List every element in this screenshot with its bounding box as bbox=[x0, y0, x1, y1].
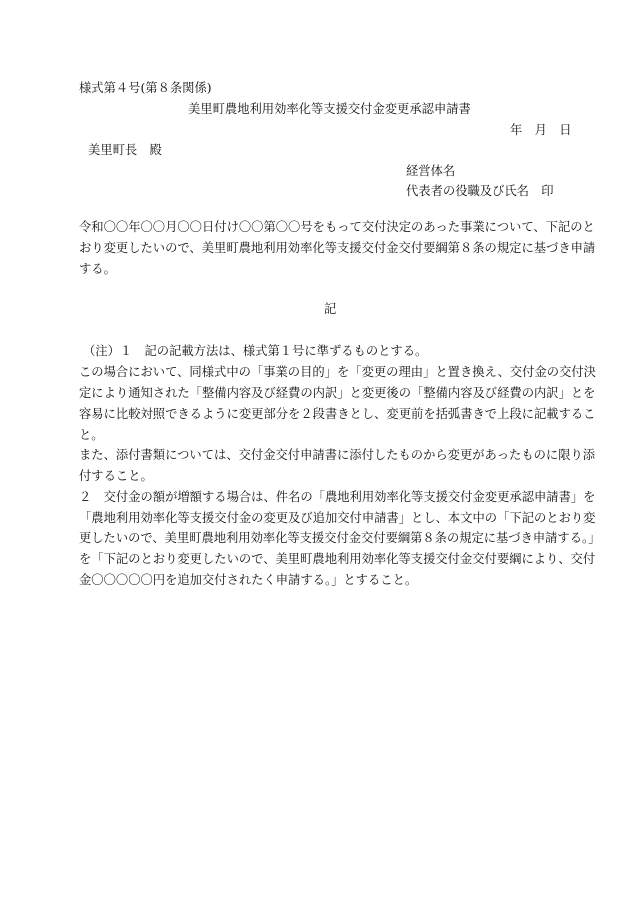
note-line: 更したいので、美里町農地利用効率化等支援交付金交付要綱第８条の規定に基づき申請する。」 bbox=[79, 531, 601, 545]
body-line: する。 bbox=[79, 262, 116, 276]
document-title: 美里町農地利用効率化等支援交付金変更承認申請書 bbox=[188, 102, 471, 116]
body-line: おり変更したいので、美里町農地利用効率化等支援交付金交付要綱第８条の規定に基づき申請 bbox=[79, 241, 596, 255]
note-line: を「下記のとおり変更したいので、美里町農地利用効率化等支援交付金交付要綱により、交付 bbox=[79, 552, 596, 566]
representative-label: 代表者の役職及び氏名 印 bbox=[406, 184, 554, 198]
form-label: 様式第４号(第８条関係) bbox=[79, 81, 212, 95]
note-line: ２ 交付金の額が増額する場合は、件名の「農地利用効率化等支援交付金変更承認申請書」を bbox=[79, 490, 596, 504]
addressee: 美里町長 殿 bbox=[88, 143, 162, 157]
note-line: この場合において、同様式中の「事業の目的」を「変更の理由」と置き換え、交付金の交付決 bbox=[79, 365, 596, 379]
note-line: 「農地利用効率化等支援交付金の変更及び追加交付申請書」とし、本文中の「下記のとおり変 bbox=[79, 511, 596, 525]
note-line: また、添付書類については、交付金交付申請書に添付したものから変更があったものに限り添 bbox=[79, 448, 596, 462]
entity-name-label: 経営体名 bbox=[406, 164, 456, 178]
note-line: （注）１ 記の記載方法は、様式第１号に準ずるものとする。 bbox=[83, 344, 428, 358]
note-line: 容易に比較対照できるように変更部分を２段書きとし、変更前を括弧書きで上段に記載するこ bbox=[79, 407, 596, 421]
date-line: 年 月 日 bbox=[510, 123, 572, 137]
note-line: と。 bbox=[79, 428, 104, 442]
body-line: 令和〇〇年〇〇月〇〇日付け〇〇第〇〇号をもって交付決定のあった事業について、下記のと bbox=[79, 220, 595, 234]
ki-heading: 記 bbox=[324, 302, 337, 316]
note-line: 付すること。 bbox=[79, 469, 153, 483]
note-line: 定により通知された「整備内容及び経費の内訳」と変更後の「整備内容及び経費の内訳」とを bbox=[79, 386, 596, 400]
note-line: 金〇〇〇〇〇円を追加交付されたく申請する。」とすること。 bbox=[79, 573, 418, 587]
